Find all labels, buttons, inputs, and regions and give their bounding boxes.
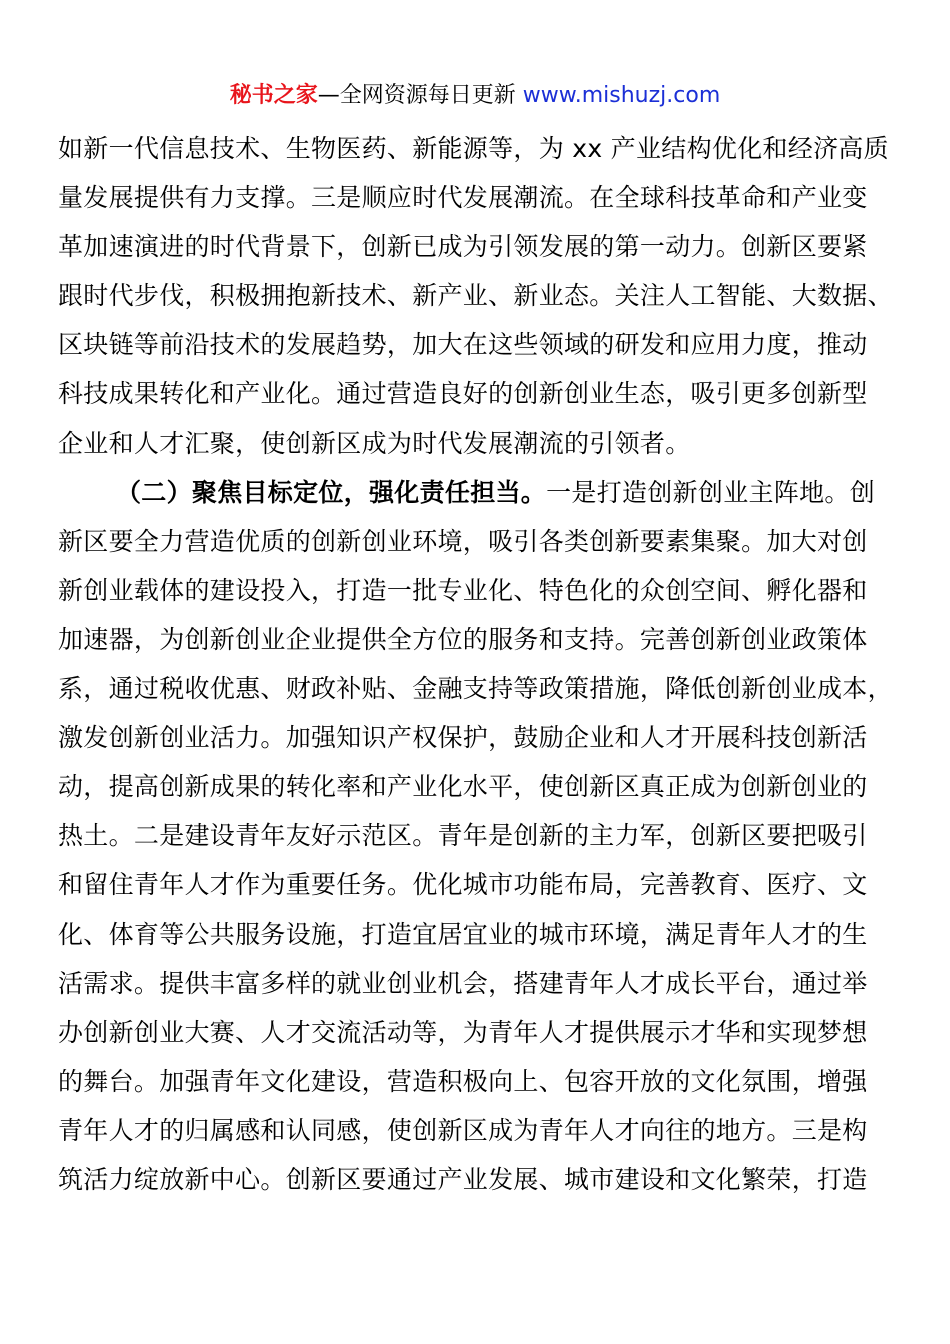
section-heading-line — [58, 468, 892, 517]
text-line: 激发创新创业活力。加强知识产权保护，鼓励企业和人才开展科技创新活 — [58, 723, 868, 753]
page-header — [0, 80, 950, 112]
text-line: 区块链等前沿技术的发展趋势，加大在这些领域的研发和应用力度，推动 — [58, 330, 868, 360]
text-line: 科技成果转化和产业化。通过营造良好的创新创业生态，吸引更多创新型 — [58, 379, 868, 409]
text-line: 系，通过税收优惠、财政补贴、金融支持等政策措施，降低创新创业成本， — [58, 674, 893, 704]
text-line: 和留住青年人才作为重要任务。优化城市功能布局，完善教育、医疗、文 — [58, 870, 868, 900]
text-line: 的舞台。加强青年文化建设，营造积极向上、包容开放的文化氛围，增强 — [58, 1066, 868, 1096]
text-line: 加速器，为创新创业企业提供全方位的服务和支持。完善创新创业政策体 — [58, 624, 868, 654]
text-line: 动，提高创新成果的转化率和产业化水平，使创新区真正成为创新创业的 — [58, 772, 868, 802]
text-line: 企业和人才汇聚，使创新区成为时代发展潮流的引领者。 — [58, 428, 691, 458]
text-line: 新区要全力营造优质的创新创业环境，吸引各类创新要素集聚。加大对创 — [58, 526, 868, 556]
section-heading-rest: 一是打造创新创业主阵地。创 — [546, 477, 876, 507]
text-line: 热土。二是建设青年友好示范区。青年是创新的主力军，创新区要把吸引 — [58, 821, 868, 851]
text-line: 跟时代步伐，积极拥抱新技术、新产业、新业态。关注人工智能、大数据、 — [58, 281, 893, 311]
text-line: 量发展提供有力支撑。三是顺应时代发展潮流。在全球科技革命和产业变 — [58, 183, 868, 213]
section-heading: （二）聚焦目标定位，强化责任担当。 — [116, 477, 547, 507]
text-line: 化、体育等公共服务设施，打造宜居宜业的城市环境，满足青年人才的生 — [58, 919, 868, 949]
site-brand: 秘书之家 — [229, 83, 318, 108]
document-body — [58, 124, 892, 1204]
text-line: 筑活力绽放新中心。创新区要通过产业发展、城市建设和文化繁荣，打造 — [58, 1164, 868, 1194]
text-line: 办创新创业大赛、人才交流活动等，为青年人才提供展示才华和实现梦想 — [58, 1017, 868, 1047]
site-url-link[interactable]: www.mishuzj.com — [522, 83, 721, 108]
text-line: 活需求。提供丰富多样的就业创业机会，搭建青年人才成长平台，通过举 — [58, 968, 868, 998]
site-slogan: —全网资源每日更新 — [317, 83, 516, 108]
text-line: 青年人才的归属感和认同感，使创新区成为青年人才向往的地方。三是构 — [58, 1115, 868, 1145]
text-line: 如新一代信息技术、生物医药、新能源等，为 xx 产业结构优化和经济高质 — [58, 134, 889, 163]
text-line: 革加速演进的时代背景下，创新已成为引领发展的第一动力。创新区要紧 — [58, 232, 868, 262]
text-line: 新创业载体的建设投入，打造一批专业化、特色化的众创空间、孵化器和 — [58, 575, 868, 605]
